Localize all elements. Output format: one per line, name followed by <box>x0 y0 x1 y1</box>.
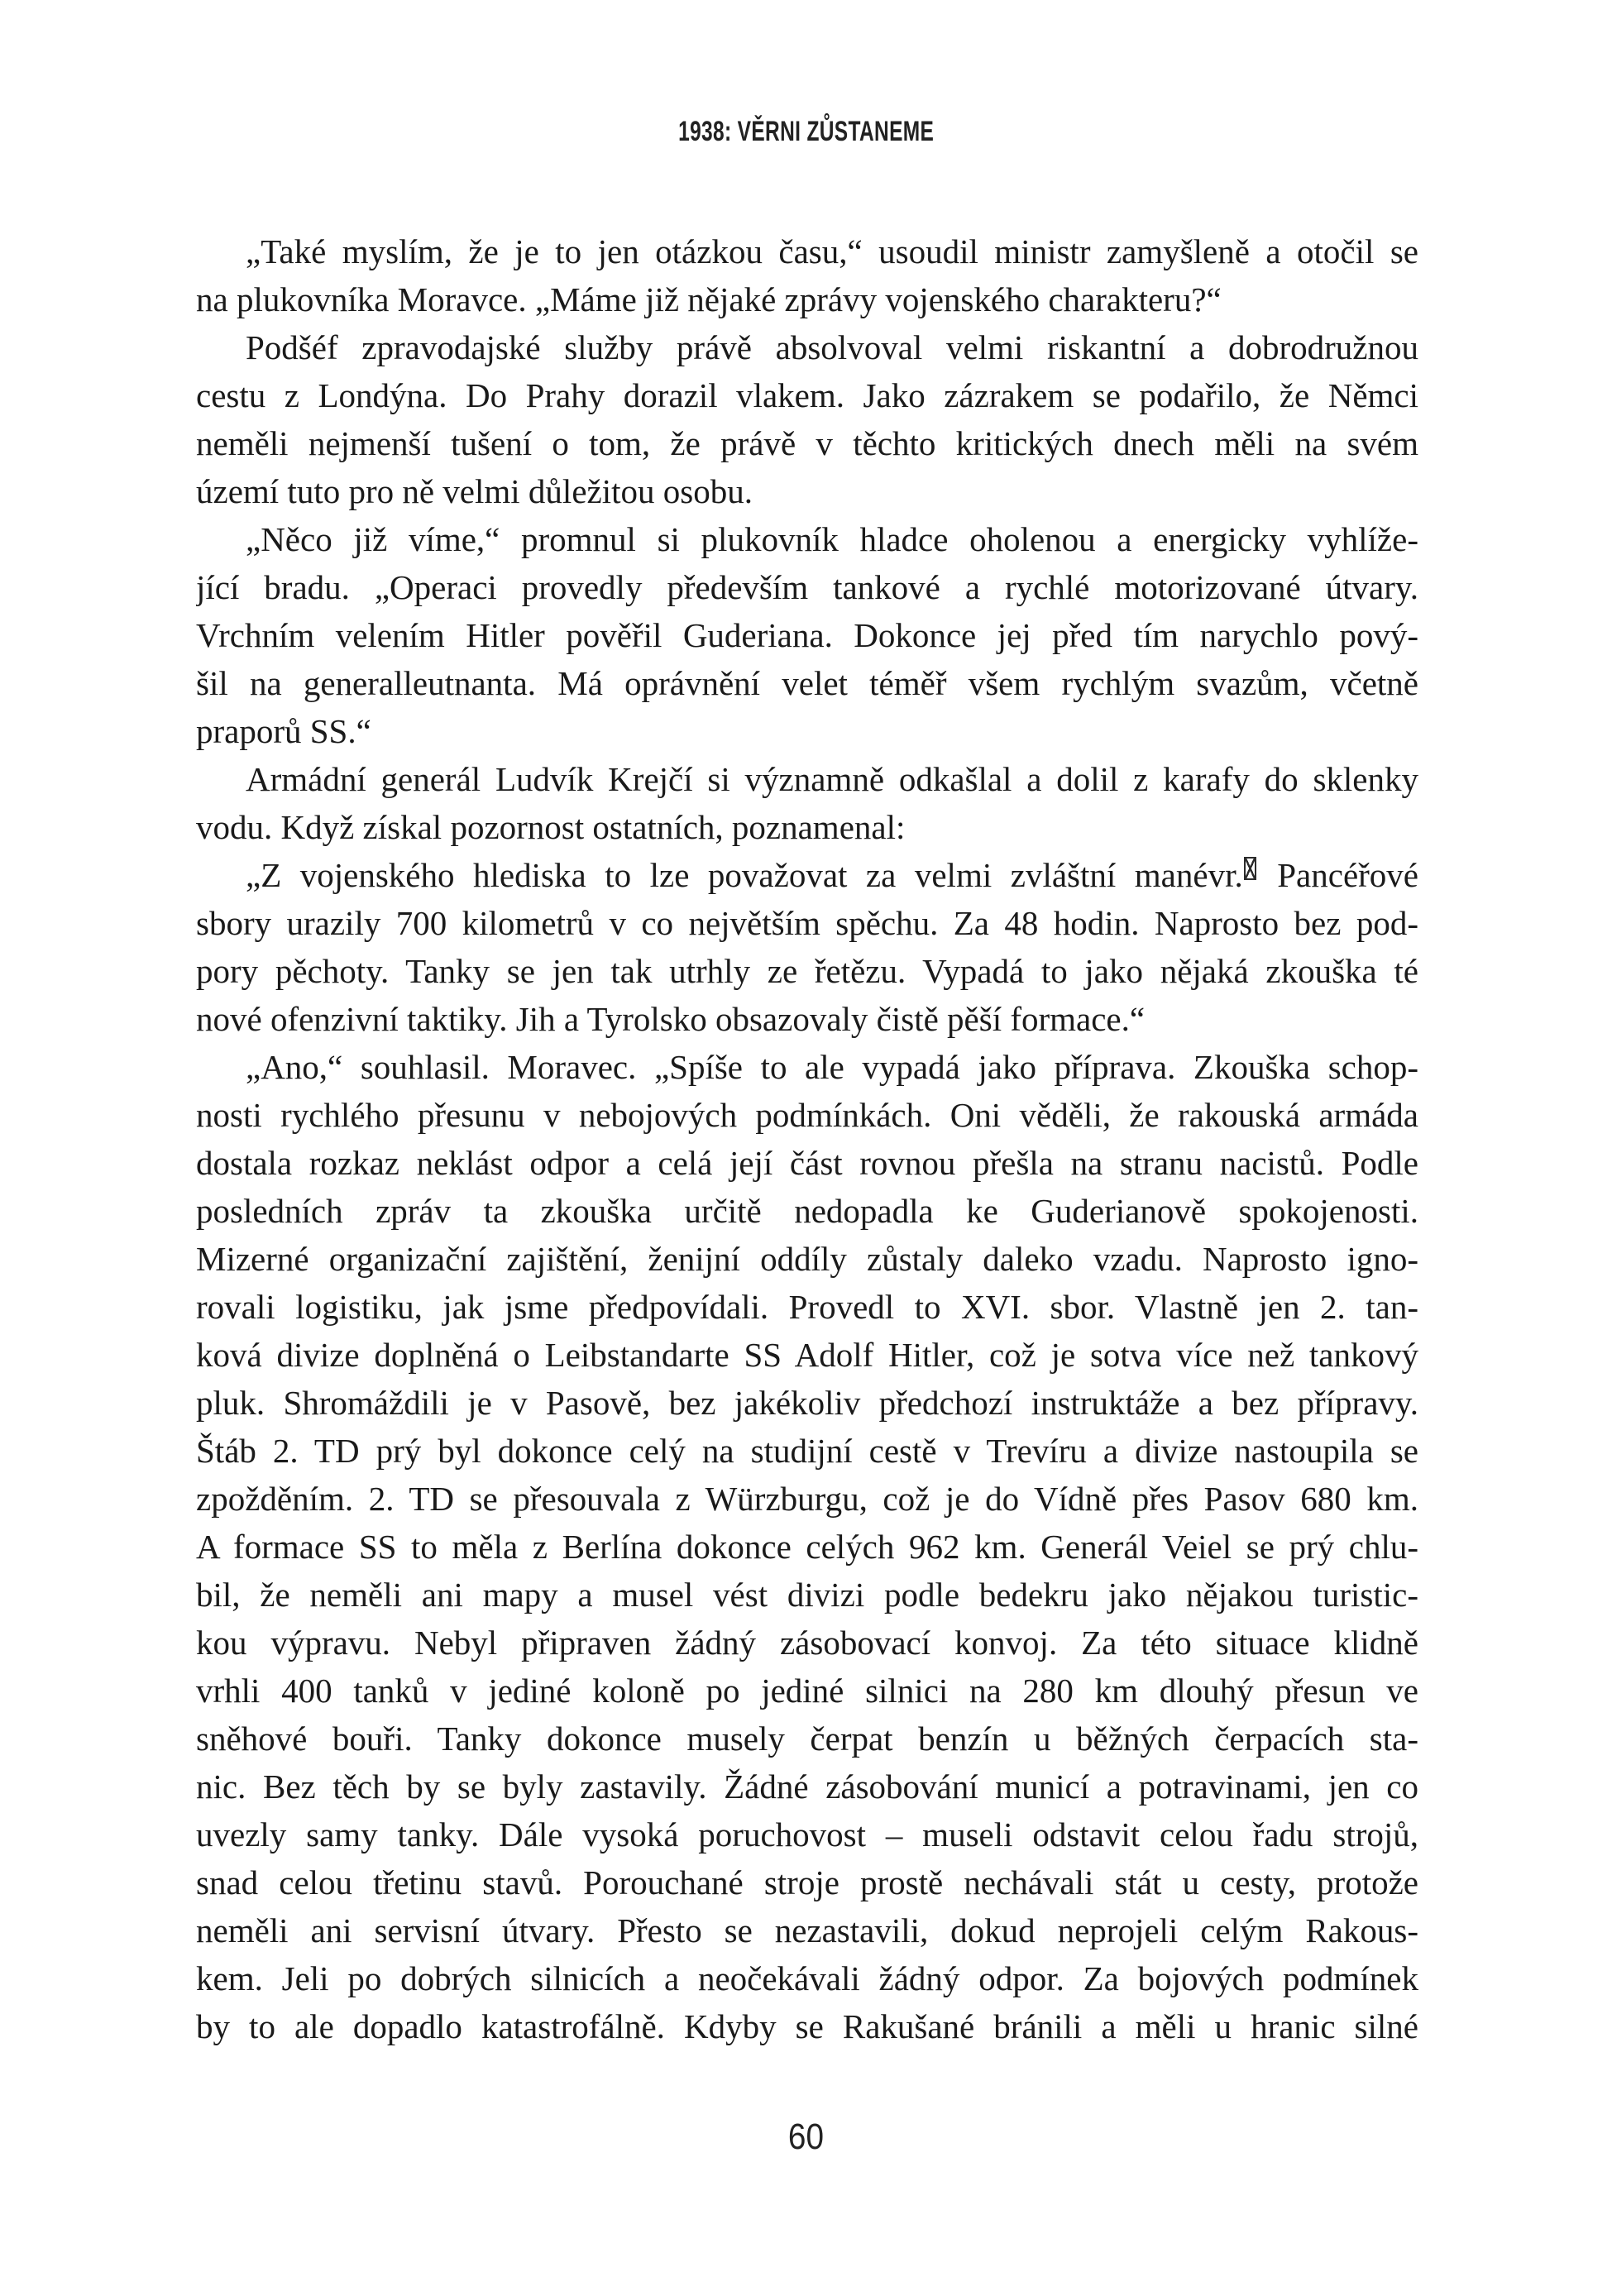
text-line: sněhové bouři. Tanky dokonce musely čerpat benzín u běžných čerpacích sta- <box>196 1720 1418 1758</box>
text-line: Armádní generál Ludvík Krejčí si významně odkašlal a dolil z karafy do sklenky <box>246 760 1418 798</box>
body-text <box>196 227 1418 2050</box>
text-line: Mizerné organizační zajištění, ženijní oddíly zůstaly daleko vzadu. Naprosto igno- <box>196 1240 1418 1278</box>
text-line: rovali logistiku, jak jsme předpovídali. Provedl to XVI. sbor. Vlastně jen 2. tan- <box>196 1288 1418 1326</box>
text-line: praporů SS.“ <box>196 712 371 750</box>
page-number: 60 <box>787 2117 825 2157</box>
text-line: bil, že neměli ani mapy a musel vést divizi podle bedekru jako nějakou turistic- <box>196 1576 1418 1614</box>
text-line: nové ofenzivní taktiky. Jih a Tyrolsko obsazovaly čistě pěší formace.“ <box>196 1000 1146 1038</box>
text-line: „Také myslím, že je to jen otázkou času,“ usoudil ministr zamyšleně a otočil se <box>246 232 1418 270</box>
text-line: Podšéf zpravodajské služby právě absolvoval velmi riskantní a dobrodružnou <box>246 328 1418 366</box>
text-line: dostala rozkaz neklást odpor a celá její část rovnou přešla na stranu nacistů. Podle <box>196 1144 1418 1182</box>
text-line: ková divize doplněná o Leibstandarte SS Adolf Hitler, což je sotva více než tankový <box>196 1336 1418 1374</box>
running-header-text: 1938: VĚRNI ZŮSTANEME <box>677 116 935 147</box>
text-line: uvezly samy tanky. Dále vysoká poruchovost – museli odstavit celou řadu strojů, <box>196 1815 1418 1854</box>
text-line: „Něco již víme,“ promnul si plukovník hladce oholenou a energicky vyhlíže- <box>246 520 1418 558</box>
page-footer <box>0 2119 1612 2155</box>
text-line: snad celou třetinu stavů. Porouchané stroje prostě nechávali stát u cesty, protože <box>196 1863 1418 1901</box>
text-line: A formace SS to měla z Berlína dokonce celých 962 km. Generál Veiel se prý chlu- <box>196 1528 1418 1566</box>
text-line: pory pěchoty. Tanky se jen tak utrhly ze řetězu. Vypadá to jako nějaká zkouška té <box>196 952 1418 990</box>
missing-glyph-footnote-marker <box>1244 857 1256 880</box>
text-line: „Ano,“ souhlasil. Moravec. „Spíše to ale vypadá jako příprava. Zkouška schop- <box>246 1048 1418 1086</box>
text-line: posledních zpráv ta zkouška určitě nedopadla ke Guderianově spokojenosti. <box>196 1192 1418 1230</box>
text-line: kou výpravu. Nebyl připraven žádný zásobovací konvoj. Za této situace klidně <box>196 1624 1418 1662</box>
text-line: kem. Jeli po dobrých silnicích a neočekávali žádný odpor. Za bojových podmínek <box>196 1959 1418 1997</box>
text-line: Štáb 2. TD prý byl dokonce celý na studijní cestě v Trevíru a divize nastoupila se <box>196 1432 1418 1470</box>
text-line: neměli ani servisní útvary. Přesto se nezastavili, dokud neprojeli celým Rakous- <box>196 1911 1418 1949</box>
text-line: jící bradu. „Operaci provedly především tankové a rychlé motorizované útvary. <box>196 568 1418 606</box>
text-line: by to ale dopadlo katastrofálně. Kdyby se Rakušané bránili a měli u hranic silné <box>196 2007 1418 2045</box>
text-line: sbory urazily 700 kilometrů v co největším spěchu. Za 48 hodin. Naprosto bez pod- <box>196 904 1418 942</box>
text-line: vrhli 400 tanků v jediné koloně po jediné silnici na 280 km dlouhý přesun ve <box>196 1672 1418 1710</box>
text-line: šil na generalleutnanta. Má oprávnění velet téměř všem rychlým svazům, včetně <box>196 664 1418 702</box>
text-line: neměli nejmenší tušení o tom, že právě v těchto kritických dnech měli na svém <box>196 424 1418 462</box>
text-line: „Z vojenského hlediska to lze považovat za velmi zvláštní manévr. Pancéřové <box>246 856 1418 894</box>
text-line: nosti rychlého přesunu v nebojových podmínkách. Oni věděli, že rakouská armáda <box>196 1096 1418 1134</box>
text-line: pluk. Shromáždili je v Pasově, bez jakékoliv předchozí instruktáže a bez přípravy. <box>196 1384 1418 1422</box>
text-line: na plukovníka Moravce. „Máme již nějaké zprávy vojenského charakteru?“ <box>196 280 1222 318</box>
text-line: vodu. Když získal pozornost ostatních, poznamenal: <box>196 808 906 846</box>
text-line: nic. Bez těch by se byly zastavily. Žádné zásobování municí a potravinami, jen co <box>196 1767 1418 1806</box>
text-line: území tuto pro ně velmi důležitou osobu. <box>196 472 753 510</box>
running-header <box>0 117 1612 146</box>
text-line: Vrchním velením Hitler pověřil Guderiana. Dokonce jej před tím narychlo pový- <box>196 616 1418 654</box>
text-line: zpožděním. 2. TD se přesouvala z Würzburgu, což je do Vídně přes Pasov 680 km. <box>196 1480 1418 1518</box>
text-line: cestu z Londýna. Do Prahy dorazil vlakem. Jako zázrakem se podařilo, že Němci <box>196 376 1418 414</box>
